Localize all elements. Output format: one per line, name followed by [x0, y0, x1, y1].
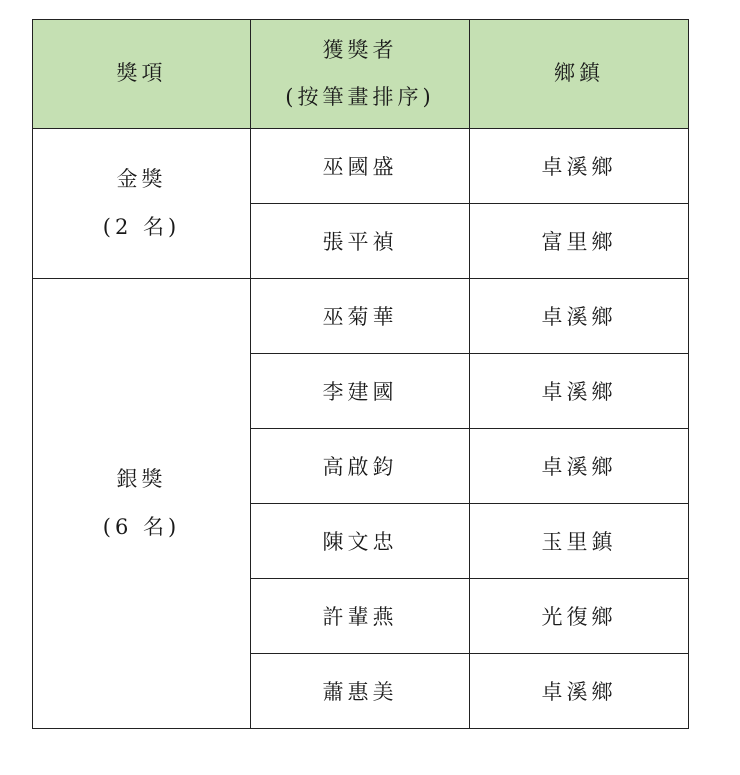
winner-name: 巫國盛	[251, 129, 470, 204]
header-row	[33, 20, 689, 129]
winner-township: 光復鄉	[470, 579, 689, 654]
winner-name: 高啟鈞	[251, 429, 470, 504]
silver-award-count: (6 名)	[102, 514, 181, 539]
header-winner-label: 獲獎者	[322, 37, 398, 62]
table-header	[33, 20, 689, 129]
gold-award-count: (2 名)	[102, 214, 181, 239]
header-award-label: 獎項	[116, 61, 167, 86]
table-row	[33, 279, 689, 354]
winner-name: 巫菊華	[251, 279, 470, 354]
header-township-label: 鄉鎮	[554, 61, 604, 86]
header-award	[33, 20, 251, 129]
winner-township: 卓溪鄉	[470, 354, 689, 429]
winner-name: 許輩燕	[251, 579, 470, 654]
winner-township: 卓溪鄉	[470, 279, 689, 354]
winner-name: 陳文忠	[251, 504, 470, 579]
gold-award-cell	[33, 129, 251, 279]
winner-name: 蕭惠美	[251, 654, 470, 729]
header-township	[470, 20, 689, 129]
winner-name: 張平禎	[251, 204, 470, 279]
silver-award-label: 銀獎	[116, 467, 167, 492]
winner-township: 卓溪鄉	[470, 129, 689, 204]
gold-award-label: 金獎	[116, 167, 167, 192]
winner-township: 富里鄉	[470, 204, 689, 279]
header-winner	[251, 20, 470, 129]
table-row	[33, 129, 689, 204]
header-winner-sort-note: (按筆畫排序)	[285, 85, 435, 109]
winner-township: 卓溪鄉	[470, 429, 689, 504]
winner-township: 玉里鎮	[470, 504, 689, 579]
winner-township: 卓溪鄉	[470, 654, 689, 729]
silver-award-cell	[33, 279, 251, 729]
table-body	[33, 129, 689, 729]
awards-table	[32, 19, 689, 729]
winner-name: 李建國	[251, 354, 470, 429]
